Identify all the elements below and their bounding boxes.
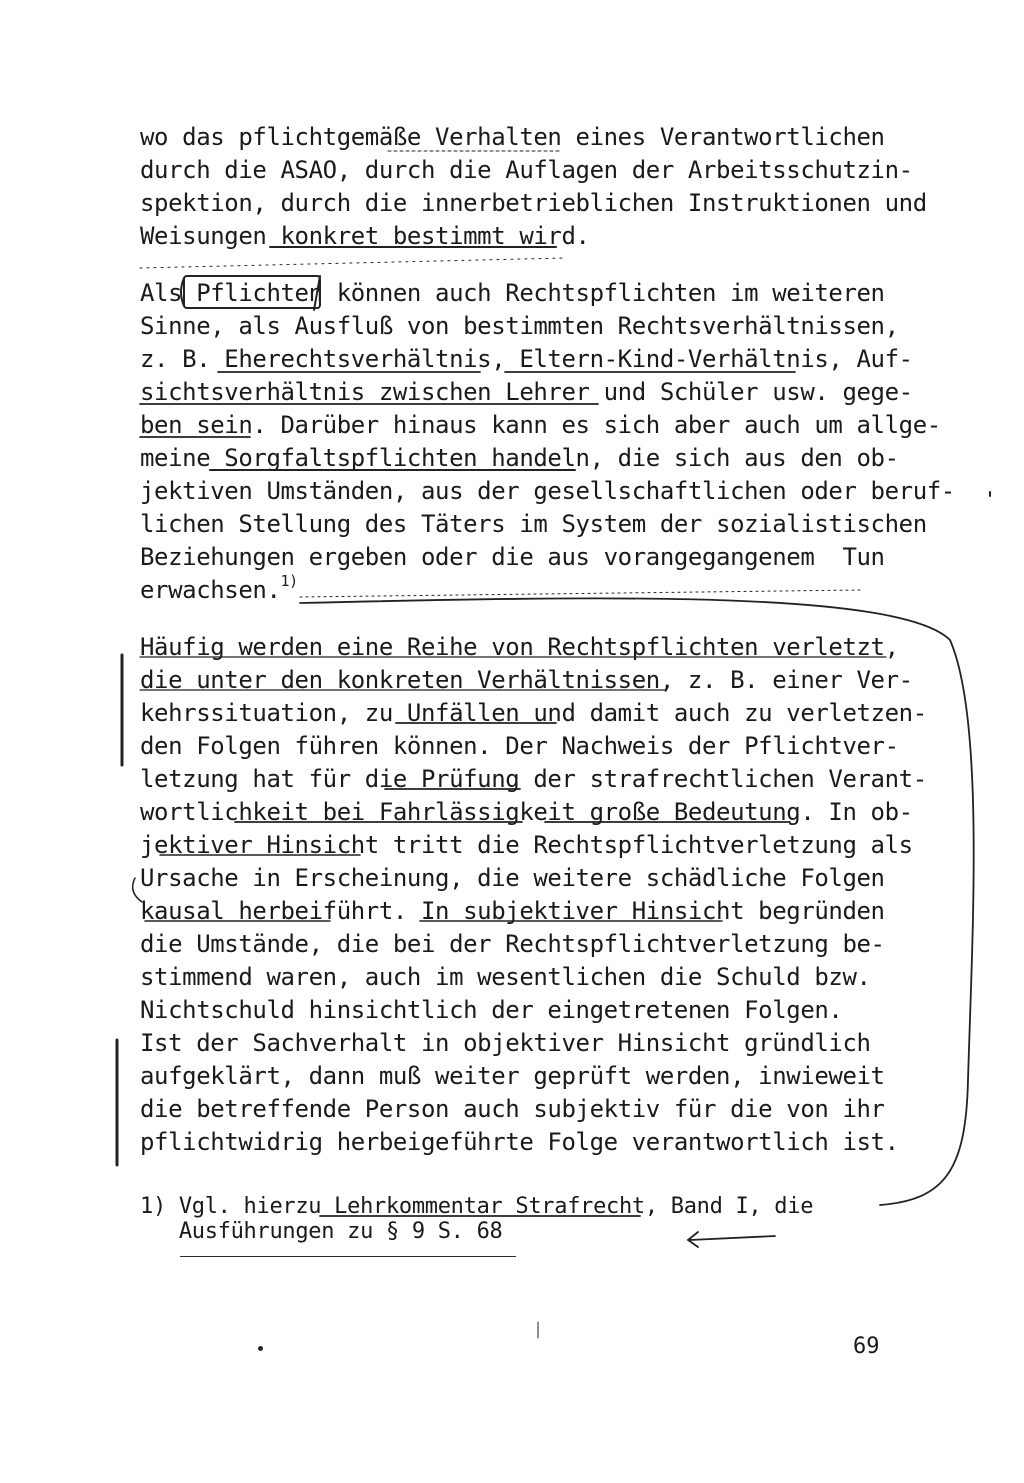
- text-line: Sinne, als Ausfluß von bestimmten Rechtsverhältnissen,: [140, 312, 899, 340]
- text-line: aufgeklärt, dann muß weiter geprüft werden, inwieweit: [140, 1062, 885, 1090]
- text-line: wortlichkeit bei Fahrlässigkeit große Bedeutung. In ob-: [140, 798, 913, 826]
- pencil-underline: [140, 258, 565, 268]
- text-line: lichen Stellung des Täters im System der sozialistischen: [140, 510, 927, 538]
- text-line: Ist der Sachverhalt in objektiver Hinsicht gründlich: [140, 1029, 871, 1057]
- text-line: spektion, durch die innerbetrieblichen Instruktionen und: [140, 189, 927, 217]
- text-line: jektiven Umständen, aus der gesellschaftlichen oder beruf-: [140, 477, 955, 505]
- page-number: 69: [853, 1334, 880, 1359]
- text-line: Häufig werden eine Reihe von Rechtspflichten verletzt,: [140, 633, 899, 661]
- text-line: meine Sorgfaltspflichten handeln, die sich aus den ob-: [140, 444, 899, 472]
- footnote-reference: 1): [280, 572, 298, 590]
- text-line: die unter den konkreten Verhältnissen, z. B. einer Ver-: [140, 666, 913, 694]
- text-line: ben sein. Darüber hinaus kann es sich aber auch um allge-: [140, 411, 941, 439]
- pencil-underline: [300, 590, 860, 597]
- pencil-loop: [300, 598, 974, 1205]
- text-line: den Folgen führen können. Der Nachweis der Pflichtver-: [140, 732, 899, 760]
- text-line: Weisungen konkret bestimmt wird.: [140, 222, 590, 250]
- text-line: Ursache in Erscheinung, die weitere schädliche Folgen: [140, 864, 885, 892]
- pencil-mark: [133, 878, 142, 902]
- text-line: Als Pflichten können auch Rechtspflichten im weiteren: [140, 279, 885, 307]
- text-line: jektiver Hinsicht tritt die Rechtspflichtverletzung als: [140, 831, 913, 859]
- text-line: letzung hat für die Prüfung der strafrechtlichen Verant-: [140, 765, 927, 793]
- pencil-box: [184, 276, 320, 308]
- footnote-line: 1) Vgl. hierzu Lehrkommentar Strafrecht, Band I, die: [140, 1194, 814, 1219]
- line-text: erwachsen.: [140, 576, 281, 604]
- text-line: durch die ASAO, durch die Auflagen der Arbeitsschutzin-: [140, 156, 913, 184]
- pencil-arrow: [690, 1236, 775, 1240]
- text-line: stimmend waren, auch im wesentlichen die Schuld bzw.: [140, 963, 871, 991]
- text-line: Nichtschuld hinsichtlich der eingetretenen Folgen.: [140, 996, 843, 1024]
- text-line: die betreffende Person auch subjektiv für die von ihr: [140, 1095, 885, 1123]
- text-line: z. B. Eherechtsverhältnis, Eltern-Kind-Verhältnis, Auf-: [140, 345, 913, 373]
- text-line: wo das pflichtgemäße Verhalten eines Verantwortlichen: [140, 123, 885, 151]
- text-line: die Umstände, die bei der Rechtspflichtverletzung be-: [140, 930, 885, 958]
- text-line: kausal herbeiführt. In subjektiver Hinsicht begründen: [140, 897, 885, 925]
- text-line: sichtsverhältnis zwischen Lehrer und Schüler usw. gege-: [140, 378, 913, 406]
- footnote-line: Ausführungen zu § 9 S. 68: [140, 1219, 503, 1244]
- text-line: kehrssituation, zu Unfällen und damit auch zu verletzen-: [140, 699, 927, 727]
- text-line: Beziehungen ergeben oder die aus vorangegangenem Tun: [140, 543, 885, 571]
- text-line: pflichtwidrig herbeigeführte Folge verantwortlich ist.: [140, 1128, 899, 1156]
